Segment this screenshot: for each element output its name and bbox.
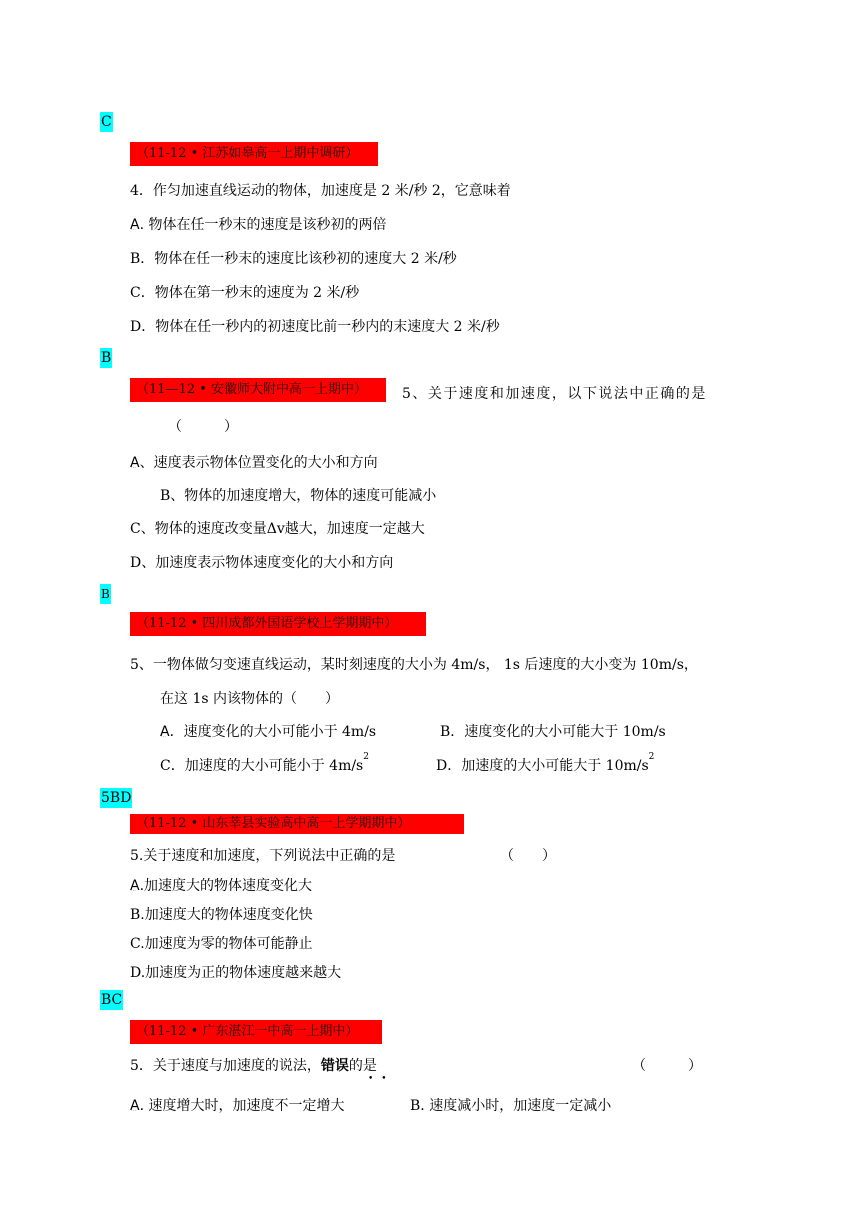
option-c xyxy=(160,752,369,775)
question-text: 5、一物体做匀变速直线运动，某时刻速度的大小为 4m/s， 1s 后速度的大小变为 10m/s， xyxy=(130,657,698,673)
question-text: 4．作匀加速直线运动的物体，加速度是 2 米/秒 2，它意味着 xyxy=(130,183,511,199)
answer-badge: C xyxy=(101,114,112,130)
source-tag: （11-12 • 四川成都外国语学校上学期期中） xyxy=(130,612,426,636)
answer-badge: B xyxy=(100,584,111,604)
option-d-text: D．加速度的大小可能大于 10m/s xyxy=(436,758,649,774)
answer-paren: （ ） xyxy=(500,848,556,864)
emphasis-dots: •• xyxy=(368,1074,395,1084)
source-tag: （11-12 • 江苏如皋高一上期中调研） xyxy=(130,142,378,166)
option-b: B．速度变化的大小可能大于 10m/s xyxy=(440,724,666,740)
option-a-text: .加速度大的物体速度变化大 xyxy=(139,878,313,894)
option-a-text: . 物体在任一秒末的速度是该秒初的两倍 xyxy=(139,217,387,233)
option-a xyxy=(130,875,312,895)
option-a-label: A … xyxy=(130,217,140,233)
option-a-label: A … xyxy=(130,455,140,471)
option-a xyxy=(130,452,378,472)
question-text-cont: 在这 1s 内该物体的（ ） xyxy=(160,691,339,707)
question-text: 5.关于速度和加速度，下列说法中正确的是 xyxy=(130,848,396,864)
option-c: C.加速度为零的物体可能静止 xyxy=(130,936,313,952)
option-a-text: ．速度变化的大小可能小于 4m/s xyxy=(169,724,377,740)
answer-badge: B xyxy=(101,350,112,366)
question-text xyxy=(130,1055,377,1075)
option-b: B. 速度减小时，加速度一定减小 xyxy=(410,1098,612,1114)
option-b: B．物体在任一秒末的速度比该秒初的速度大 2 米/秒 xyxy=(130,251,457,267)
source-tag: （11-12 • 山东莘县实验高中高一上学期期中） xyxy=(130,814,464,834)
option-b: B、物体的加速度增大，物体的速度可能减小 xyxy=(160,488,437,504)
emphasized-word: 错误 xyxy=(320,1058,349,1074)
option-b: B.加速度大的物体速度变化快 xyxy=(130,907,313,923)
question-end: 的是 xyxy=(348,1058,377,1074)
option-a-text: . 速度增大时，加速度不一定增大 xyxy=(139,1098,345,1114)
option-a-label: A … xyxy=(130,878,140,894)
answer-paren: （ ） xyxy=(632,1058,702,1074)
option-d: D.加速度为正的物体速度越来越大 xyxy=(130,965,342,981)
option-d: D、加速度表示物体速度变化的大小和方向 xyxy=(130,555,394,571)
source-tag: （11—12 • 安徽师大附中高一上期中） xyxy=(130,378,386,402)
option-a xyxy=(160,721,376,741)
option-d xyxy=(436,752,655,775)
option-a-text: 、速度表示物体位置变化的大小和方向 xyxy=(139,455,378,471)
question-text: 5、关于速度和加速度，以下说法中正确的是 xyxy=(402,386,707,402)
superscript: 2 xyxy=(363,752,369,762)
option-a-label: A … xyxy=(160,724,170,740)
option-c: C、物体的速度改变量Δv越大，加速度一定越大 xyxy=(130,521,425,537)
source-tag: （11-12 • 广东湛江一中高一上期中） xyxy=(130,1020,382,1044)
option-d: D．物体在任一秒内的初速度比前一秒内的末速度大 2 米/秒 xyxy=(130,319,500,335)
answer-badge: 5BD xyxy=(101,790,132,806)
question-lead: 5．关于速度与加速度的说法， xyxy=(130,1058,321,1074)
option-c-text: C．加速度的大小可能小于 4m/s xyxy=(160,758,364,774)
option-a xyxy=(130,214,386,234)
superscript: 2 xyxy=(648,752,655,762)
answer-badge: BC xyxy=(101,992,123,1008)
answer-paren: （ ） xyxy=(168,419,238,435)
option-a-label: A … xyxy=(130,1098,140,1114)
option-c: C．物体在第一秒末的速度为 2 米/秒 xyxy=(130,285,360,301)
option-a xyxy=(130,1095,344,1115)
